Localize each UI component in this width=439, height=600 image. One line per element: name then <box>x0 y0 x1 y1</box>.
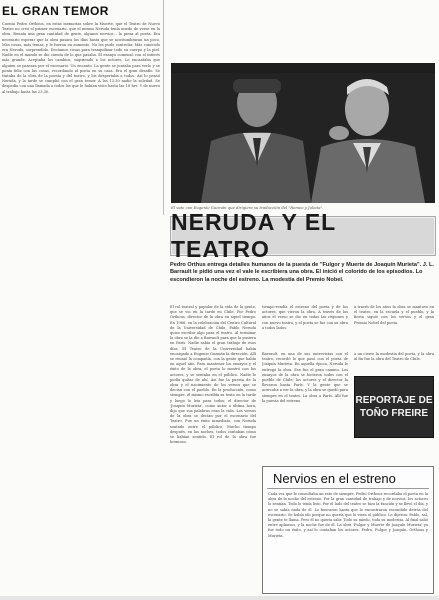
headline-neruda-y-el-teatro: NERUDA Y EL TEATRO <box>170 216 436 256</box>
column-divider <box>163 0 164 215</box>
sidebar-body: Cada vez que le consultaba un rato de siempre, Pedro Orthous recordaba el poeta en la obra de la noche del estreno. Por la gran cantidad de trabajo y de nervios, los actores lo sentían. Todo lo tenía listo. Por el lado del teatro se hizo la función y se llevó el día, y no se sabía nada de él. Lo buscaron hasta que lo encontraron escondido detrás del escenario. Se había ido porque no quería que lo viera el público. Le dijeron: Pablo, sal, la gente te llama. Pero él no quería salir. Todo su miedo, toda su modestia. Al final salió entre aplausos, y la noche fue de él. La obra 'Fulgor y Muerte de Joaquín Murieta' ya fue todo un éxito, y así lo contaban los actores, Pedro, Fulgor y Joaquín, Orthous y Murieta. <box>268 492 428 538</box>
left-article-title: EL GRAN TEMOR <box>2 4 109 18</box>
body-column-2: tiempo-rendía el estreno del poeta y de los actores, que vieron la obra. A través de los años el verso se dio en todas las regiones y con nuevo teatro, y el poeta se fue con su obra a todos lados. <box>262 305 348 330</box>
body-column-3-continued: a un cierre la modestia del poeta, y la obra al fin fue la obra del Teatro de Chile. <box>354 352 434 362</box>
sidebar-title: Nervios en el estreno <box>267 467 429 489</box>
left-article-body: Cuenta Pedro Orthous, en estas memorias sobre la Muerte, que el Teatro de Nuevo Teatro no creó el primer escenario, que el mismo Neruda tenía miedo de verse en la obra. Reunía una gran cantidad de gente, algunos nervios... la pieza al poeta. Era necesario esperar que la obra pasara los días hasta que se acostumbraran un poco. Más cosas, más temas, y le fueron en aumento. No los pudo controlar. Más conocido era Neruda, sorprendido. Decíamos cosas para tranquilizar todo su cuerpo y la piel. Nadie en el mundo se dio cuenta de lo que pasaba. El ensayo comenzó con el interés más grande. Aceptaba los cambios, sugiriendo a los actores. Le encantaba que alguien se paseara por el escenario. Un encanto. La gente se juntaba para verlo y se ponía feliz con las cosas, recordando al poeta en su casa. Era el gran desafío. Se trataba de la obra de la poesía y del teatro, y los despertaba a todos. Así lo pensó Neruda, y la tarde se cumplió con el gran temor. A las 13.30 nadie la soledad. Se despedía con una llamada a todos los que le habían visto hasta las 18 hrs. Y de nuevo al trabajo hasta las 23.30. <box>2 22 160 94</box>
body-column-1: El rol teatral y popular de la vida de la gente, que se vio en la tarde en Chile. Por Pedro Orthous, director de la obra en aquel tiempo. En 1966, en la celebración del Centro Cultural de la Universidad de Chile, Pablo Neruda quiso escribir algo para el teatro. Al terminar la obra se la dio a Barrault para que la pusiera en París. Nadie sabía el gran trabajo de esos días. El Teatro de la Universidad había encargado a Eugenio Guzmán la dirección. Allí se reunió la compañía, con la gente que había en aquel año. Para mantener los ensayos y el éxito de la obra, el poeta lo mostró con los actores, y se sentaba en el público. Nadie lo podía quitar de ahí. Así fue la puesta de la obra y el nacimiento de los versos que se decían con el pueblo. En la producción, como siempre, él mismo escribía su texto en la tarde y luego lo leía para todos; el director de 'Joaquín Murieta', como autor a última hora, dijo que sus palabras eran la vida. Los versos de la obra se decían por el escenario del Teatro. Fue un éxito inmediato, con Neruda sentado entre el público. Mucho tiempo después, en las noches, todos contaban cómo se habían sentido. El rol de la obra fue hermoso. <box>170 305 256 445</box>
page-bottom-edge <box>0 596 439 600</box>
byline-line-1: REPORTAJE DE <box>355 395 433 406</box>
body-column-3: a través de los años la obra se mantuvo en el teatro, en la escuela y el pueblo, y la fiesta siguió con los versos y el gran Premio Nobel del poeta. <box>354 305 434 325</box>
photo-caption: El vate con Eugenio Guzmán que dirigiera su traducción del "Romeo y Julieta". <box>171 205 324 210</box>
subheadline: Pedro Orthus entrega detalles humanos de la puesta de "Fulgor y Muerte de Joaquín Murieta". J. L. Barrault le pidió una vez el vale le escribiera una obra. El inició el colorido de los episodios. Lo escondieron la noche del estreno. La modestia del Premio Nobel. <box>170 262 434 283</box>
sidebar-nervios-box <box>262 466 434 594</box>
photo-two-men <box>171 63 435 203</box>
left-article <box>2 4 160 194</box>
body-column-2-continued: Barrault, en una de sus entrevistas con el teatro, recordó lo que pasó con el poeta de Joaquín Murieta. En aquella época, Neruda le entregó la obra. Ese fue el gran camino. Los ensayos de la obra se hicieron todos con el pueblo de Chile; los actores y el director la llevaron hasta París. Y la gente que se acercaba a ver la obra, y la obra se quedó para siempre en el teatro. La obra a París. Allí fue la puesta del estreno. <box>262 352 348 403</box>
byline-box <box>354 376 434 438</box>
byline-line-2: TOÑO FREIRE <box>359 408 429 419</box>
article-photo <box>171 63 435 203</box>
